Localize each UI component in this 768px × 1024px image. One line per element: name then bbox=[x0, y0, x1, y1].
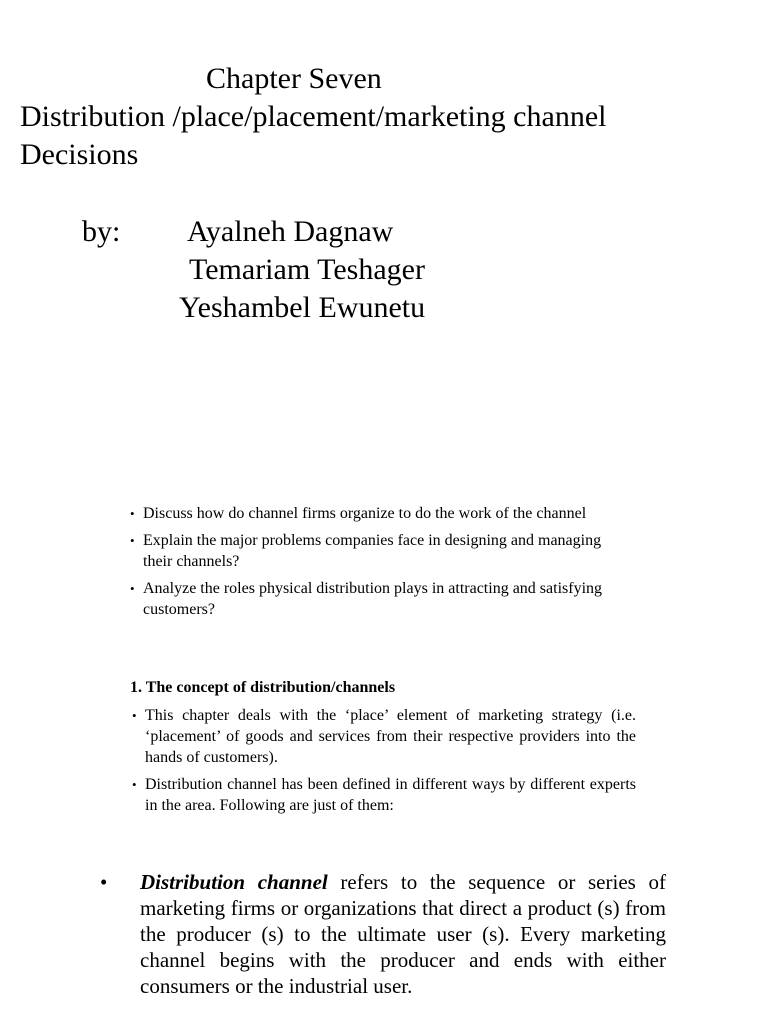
definition-text bbox=[140, 869, 666, 999]
section-heading: 1. The concept of distribution/channels bbox=[130, 679, 396, 696]
objective-item: • Analyze the roles physical distribution plays in attracting and satisfying customers? bbox=[128, 578, 626, 620]
objective-item: • Discuss how do channel firms organize to do the work of the channel bbox=[128, 503, 626, 524]
page-title-line-1: Distribution /place/placement/marketing channel bbox=[20, 100, 607, 133]
author-2: Temariam Teshager bbox=[189, 253, 425, 286]
definition-body: refers to the sequence or series of marketing firms or organizations that direct a product (s) from the producer (s) to the ultimate user (s). Every marketing channel begins with the producer and ends with either consumers or the industrial user. bbox=[140, 870, 666, 998]
chapter-label: Chapter Seven bbox=[206, 62, 382, 95]
author-1: Ayalneh Dagnaw bbox=[187, 215, 394, 248]
definition-term: Distribution channel bbox=[140, 870, 328, 894]
concept-section bbox=[130, 677, 636, 822]
definition-paragraph bbox=[100, 869, 666, 999]
objective-item: • Explain the major problems companies face in designing and managing their channels? bbox=[128, 530, 626, 572]
objectives-list bbox=[128, 503, 626, 626]
page-title-line-2: Decisions bbox=[20, 138, 139, 171]
bullet-marker: • bbox=[100, 870, 108, 894]
author-3: Yeshambel Ewunetu bbox=[179, 291, 426, 324]
concept-bullet: • This chapter deals with the ‘place’ element of marketing strategy (i.e. ‘placement’ of goods and services from their respective providers into the hands of customers). bbox=[130, 705, 636, 768]
concept-bullet: • Distribution channel has been defined in different ways by different experts in the area. Following are just of them: bbox=[130, 774, 636, 816]
by-label: by: bbox=[82, 215, 121, 248]
